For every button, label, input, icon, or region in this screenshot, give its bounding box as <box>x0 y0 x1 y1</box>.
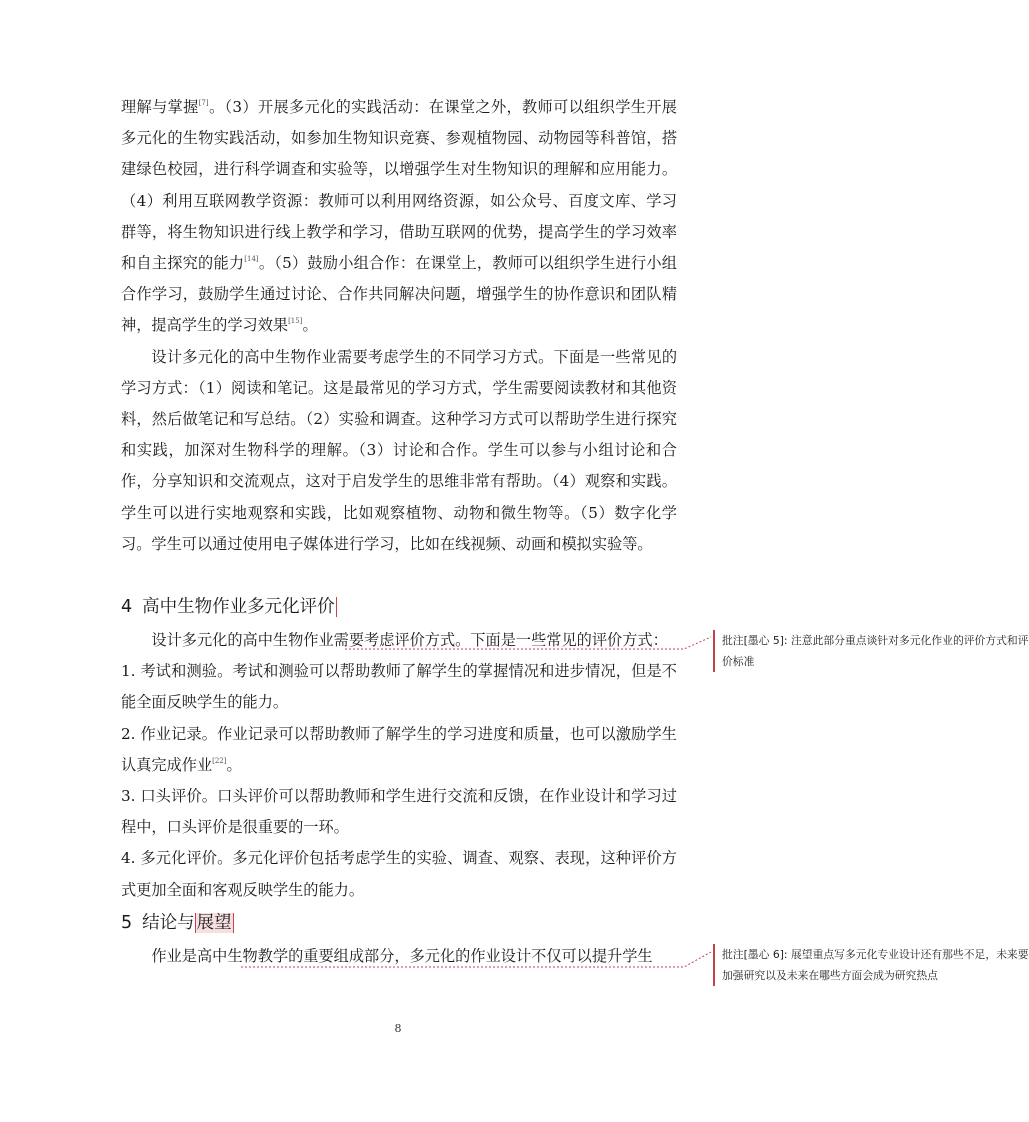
comment-text: 展望重点写多元化专业设计还有那些不足，未来要加强研究以及未来在哪些方面会成为研究热点 <box>722 948 1029 982</box>
list-item: 4. 多元化评价。多元化评价包括考虑学生的实验、调查、观察、表现，这种评价方式更加全面和客观反映学生的能力。 <box>121 849 677 899</box>
text-run: 。 <box>302 316 318 335</box>
comment-balloon[interactable] <box>713 944 1029 986</box>
comment-balloon[interactable] <box>713 630 1029 672</box>
list-item: 3. 口头评价。口头评价可以帮助教师和学生进行交流和反馈，在作业设计和学习过程中，口头评价是很重要的一环。 <box>121 787 677 837</box>
text-run: 。（5）鼓励小组合作：在课堂上，教师可以组织学生进行小组合作学习，鼓励学生通过讨论、合作共同解决问题，增强学生的协作意识和团队精神，提高学生的学习效果 <box>121 254 677 335</box>
commented-text-highlight[interactable]: 展望 <box>196 912 232 933</box>
comment-author-tag: 批注[墨心 5]: <box>722 634 788 647</box>
section-5-paragraph: 作业是高中生物教学的重要组成部分，多元化的作业设计不仅可以提升学生 <box>151 946 653 965</box>
paragraph-learning-styles: 设计多元化的高中生物作业需要考虑学生的不同学习方式。下面是一些常见的学习方式：（1）阅读和笔记。这是最常见的学习方式，学生需要阅读教材和其他资料，然后做笔记和写总结。（2）实验和调查。这种学习方式可以帮助学生进行探究和实践，加深对生物科学的理解。（3）讨论和合作。学生可以参与小组讨论和合作，分享知识和交流观点，这对于启发学生的思维非常有帮助。（4）观察和实践。学生可以进行实地观察和实践，比如观察植物、动物和微生物等。（5）数字化学习。学生可以通过使用电子媒体进行学习，比如在线视频、动画和模拟实验等。 <box>121 347 677 553</box>
page-number: 8 <box>394 1022 402 1035</box>
section-4-heading <box>121 592 677 623</box>
text-run: 理解与掌握 <box>121 98 199 116</box>
text-run: 2. 作业记录。作业记录可以帮助教师了解学生的学习进度和质量，也可以激励学生认真完成作业 <box>121 724 677 774</box>
citation[interactable]: [22] <box>212 756 227 765</box>
section-title: 结论与 <box>142 912 195 933</box>
citation[interactable]: [14] <box>244 255 259 264</box>
citation[interactable]: [15] <box>288 317 303 326</box>
comment-text: 注意此部分重点谈针对多元化作业的评价方式和评价标准 <box>722 634 1029 668</box>
list-item: 1. 考试和测验。考试和测验可以帮助教师了解学生的掌握情况和进步情况，但是不能全面反映学生的能力。 <box>121 662 677 712</box>
section-4-intro: 设计多元化的高中生物作业需要考虑评价方式。下面是一些常见的评价方式： <box>151 631 668 650</box>
text-run: 。 <box>226 755 242 774</box>
section-number: 5 <box>121 912 133 933</box>
comment-author-tag: 批注[墨心 6]: <box>722 948 788 961</box>
paragraph-practice-methods <box>121 92 677 342</box>
body-text <box>121 92 677 972</box>
list-item <box>121 719 677 781</box>
citation[interactable]: [7] <box>198 99 209 107</box>
section-number: 4 <box>121 597 133 618</box>
section-5-heading <box>121 908 677 939</box>
text-run: 。（3）开展多元化的实践活动：在课堂之外，教师可以组织学生开展多元化的生物实践活动，如参加生物知识竞赛、参观植物园、动物园等科普馆，搭建绿色校园，进行科学调查和实验等，以增强学生对生物知识的理解和应用能力。（4）利用互联网教学资源：教师可以利用网络资源，如公众号、百度文库、学习群等，将生物知识进行线上教学和学习，借助互联网的优势，提高学生的学习效率和自主探究的能力 <box>121 98 677 273</box>
section-title[interactable]: 高中生物作业多元化评价 <box>142 597 335 618</box>
